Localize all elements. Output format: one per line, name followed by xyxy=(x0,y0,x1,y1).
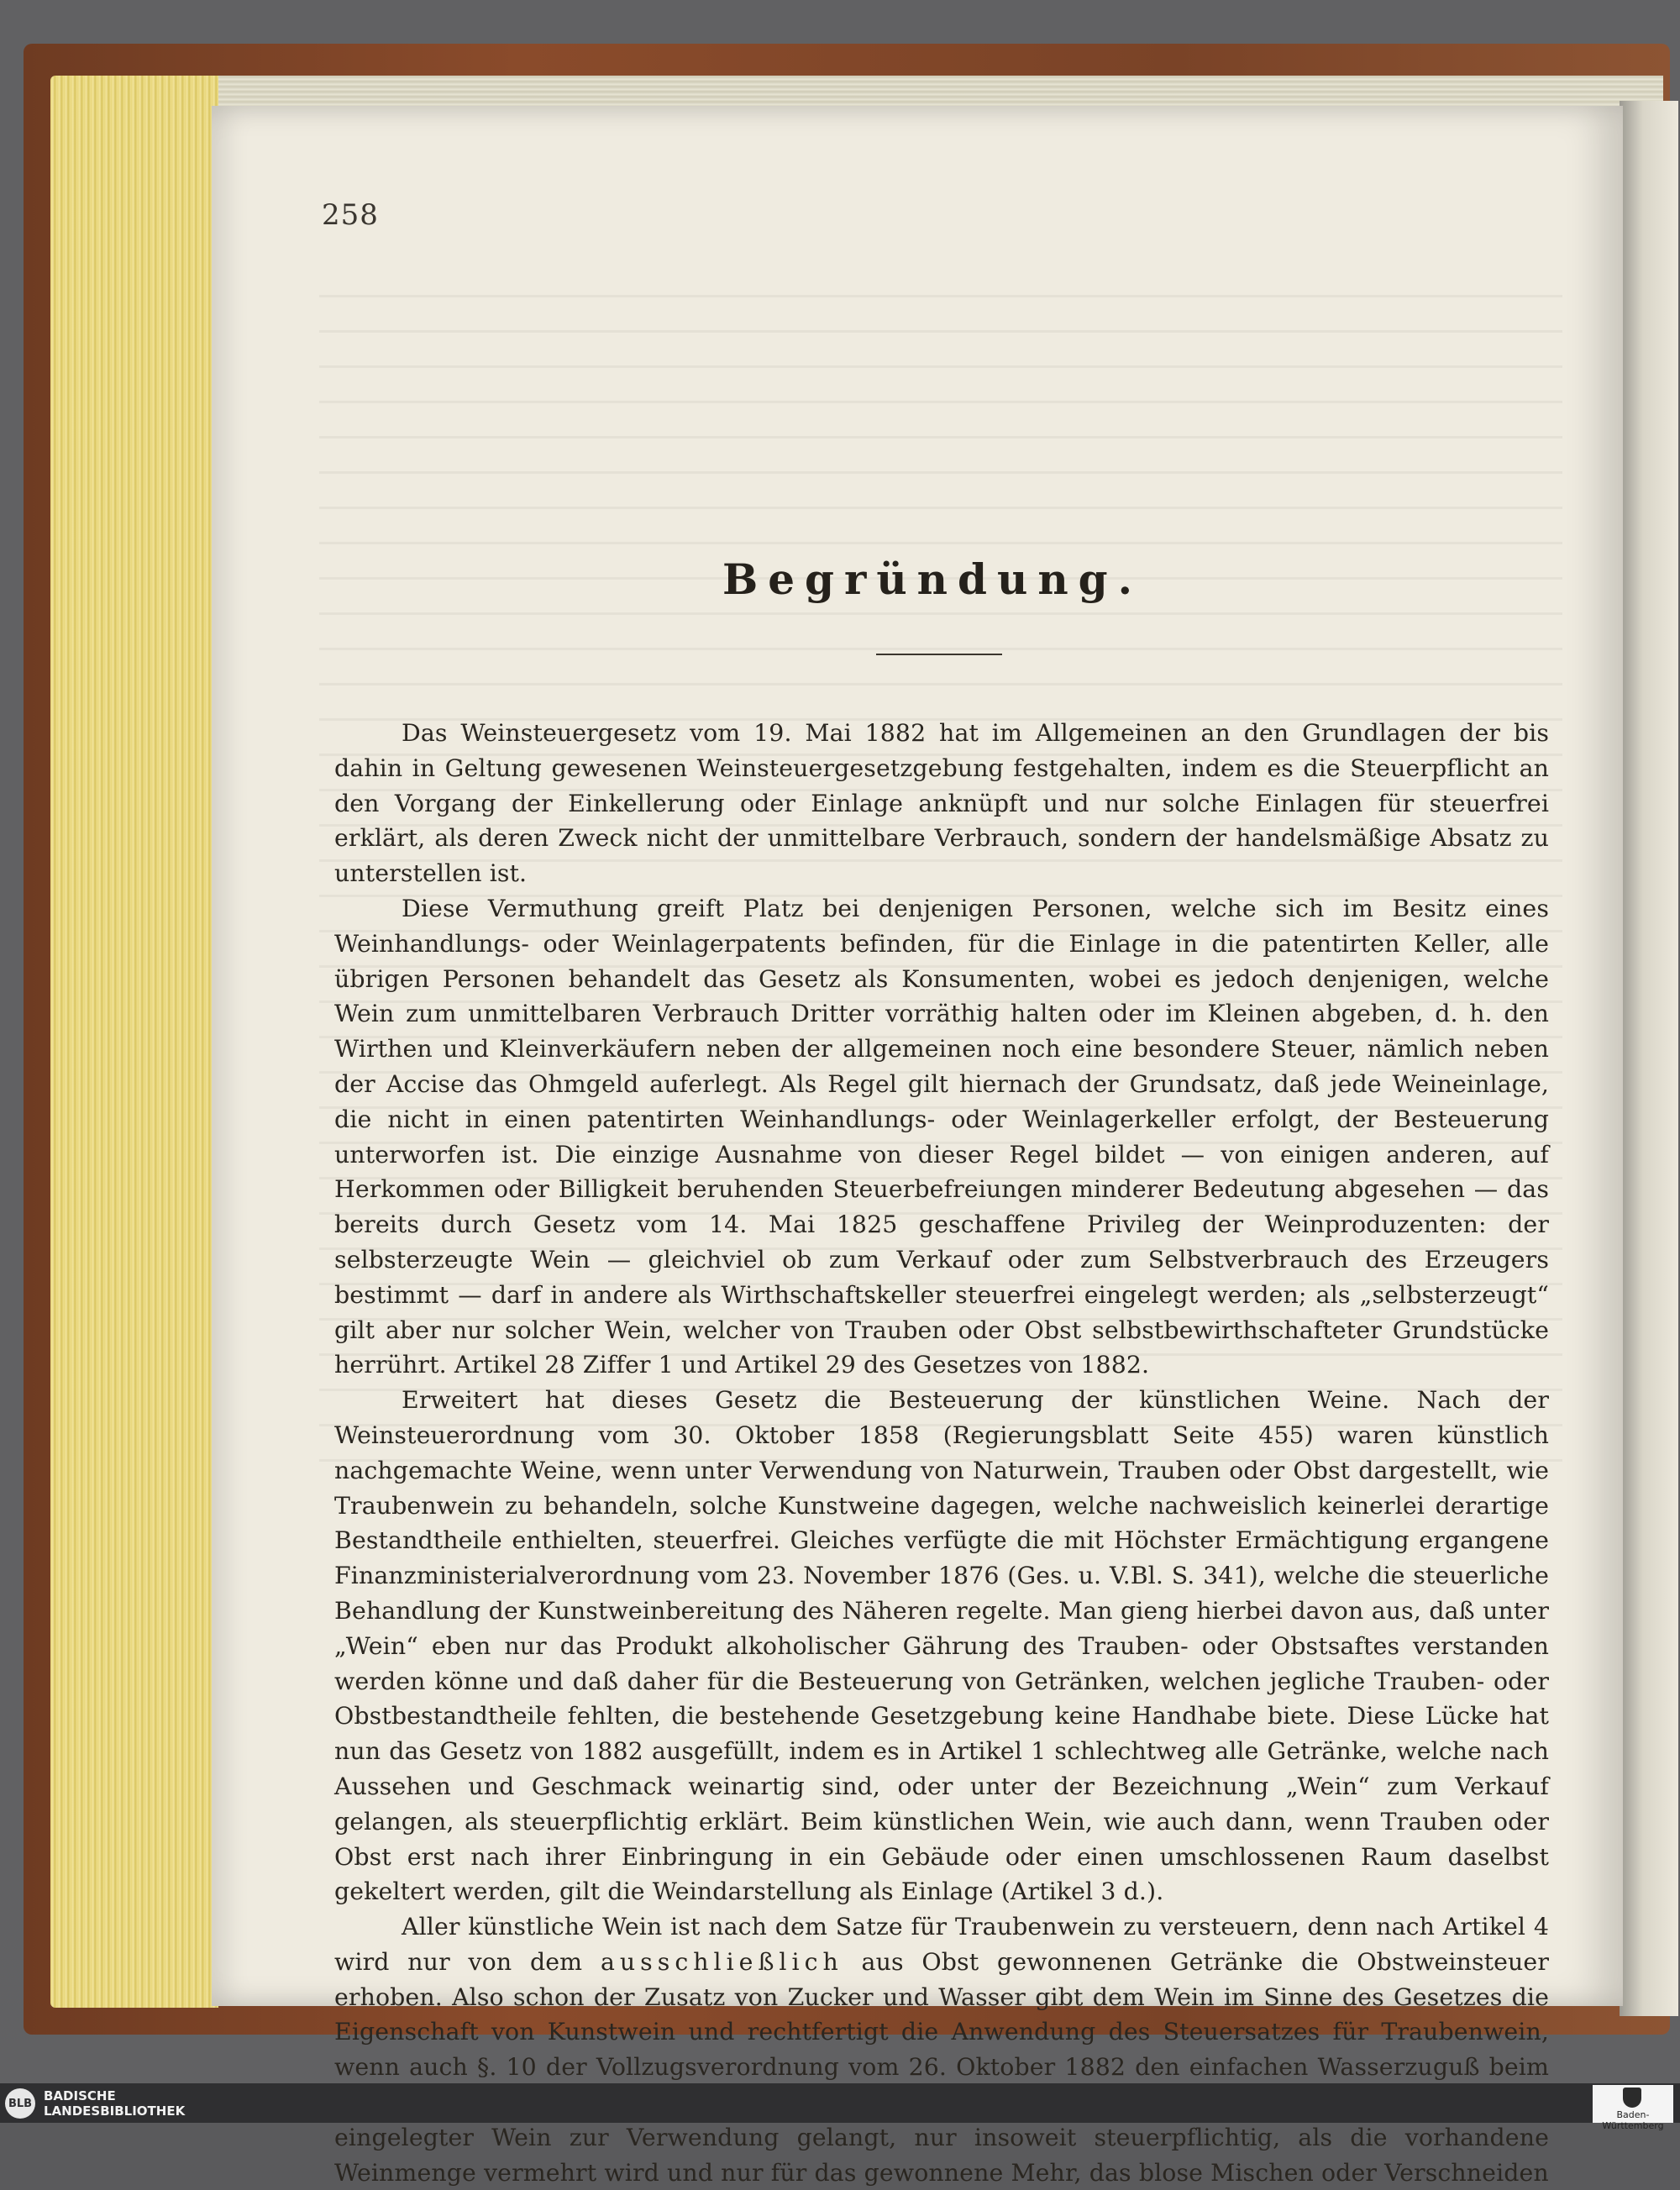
page-top-edges xyxy=(67,76,1663,109)
paragraph-4 xyxy=(334,1909,1549,2190)
library-name-line-1: BADISCHE xyxy=(44,2088,116,2103)
body-text xyxy=(334,716,1549,2190)
page-number: 258 xyxy=(322,198,379,232)
paragraph-4-part-1: Aller künstliche Wein ist nach dem Satze für Traubenwein zu versteuern, denn nach Artikel 4 wird nur von dem xyxy=(334,1913,1549,1976)
paragraph-4-part-2: aus Obst gewonnenen Getränke die Obstweinsteuer erhoben. Also schon der Zusatz von Zucker und Wasser gibt dem Wein im Sinne des Gesetzes die Eigenschaft von Kunstwein und rechtfertigt die Anwendung des Steuersatzes für Traubenwein, wenn auch §. 10 der Vollzugsverordnung vom 26. Oktober 1882 den einfachen Wasserzuguß beim eingelegter Wein zur Verwendung gelangt, nur insoweit steuerpflichtig, als die vorhandene Weinmenge vermehrt wird und nur für das gewonnene Mehr, das blose Mischen oder Verschneiden xyxy=(334,1947,1549,2187)
heading-rule xyxy=(876,654,1002,655)
paragraph-2: Diese Vermuthung greift Platz bei denjenigen Personen, welche sich im Besitz eines Weinhandlungs- oder Weinlagerpatents befinden, für die Einlage in die patentirten Keller, alle übrigen Personen behandelt das Gesetz als Konsumenten, wobei es jedoch denjenigen, welche Wein zum unmittelbaren Verbrauch Dritter vorräthig halten oder im Kleinen abgeben, d. h. den Wirthen und Kleinverkäufern neben der allgemeinen noch eine besondere Steuer, nämlich neben der Accise das Ohmgeld auferlegt. Als Regel gilt hiernach der Grundsatz, daß jede Weineinlage, die nicht in einen patentirten Weinhandlungs- oder Weinlagerkeller erfolgt, der Besteuerung unterworfen ist. Die einzige Ausnahme von dieser Regel bildet — von einigen anderen, auf Herkommen oder Billigkeit beruhenden Steuerbefreiungen minderer Bedeutung abgesehen — das bereits durch Gesetz vom 14. Mai 1825 geschaffene Privileg der Weinproduzenten: der selbsterzeugte Wein — gleichviel ob zum Verkauf oder zum Selbstverbrauch des Erzeugers bestimmt — darf in andere als Wirthschaftskeller steuerfrei eingelegt werden; als „selbsterzeugt“ gilt aber nur solcher Wein, welcher von Trauben oder Obst selbstbewirthschafteter Grundstücke herrührt. Artikel 28 Ziffer 1 und Artikel 29 des Gesetzes von 1882. xyxy=(334,894,1549,1379)
paragraph-3: Erweitert hat dieses Gesetz die Besteuerung der künstlichen Weine. Nach der Weinsteuerordnung vom 30. Oktober 1858 (Regierungsblatt Seite 455) waren künstlich nachgemachte Weine, wenn unter Verwendung von Naturwein, Trauben oder Obst dargestellt, wie Traubenwein zu behandeln, solche Kunstweine dagegen, welche nachweislich keinerlei derartige Bestandtheile enthielten, steuerfrei. Gleiches verfügte die mit Höchster Ermächtigung ergangene Finanzministerialverordnung vom 23. November 1876 (Ges. u. V.Bl. S. 341), welche die steuerliche Behandlung der Kunstweinbereitung des Näheren regelte. Man gieng hierbei davon aus, daß unter „Wein“ eben nur das Produkt alkoholischer Gährung des Trauben- oder Obstsaftes verstanden werden könne und daß daher für die Besteuerung von Getränken, welchen jegliche Trauben- oder Obstbestandtheile fehlten, die bestehende Gesetzgebung keine Handhabe biete. Diese Lücke hat nun das Gesetz von 1882 ausgefüllt, indem es in Artikel 1 schlechtweg alle Getränke, welche nach Aussehen und Geschmack weinartig sind, oder unter der Bezeichnung „Wein“ zum Verkauf gelangen, als steuerpflichtig erklärt. Beim künstlichen Wein, wie auch dann, wenn Trauben oder Obst erst nach ihrer Einbringung in ein Gebäude oder einen umschlossenen Raum daselbst gekeltert werden, gilt die Weindarstellung als Einlage (Artikel 3 d.). xyxy=(334,1386,1549,1906)
paragraph-1: Das Weinsteuergesetz vom 19. Mai 1882 hat im Allgemeinen an den Grundlagen der bis dahin in Geltung gewesenen Weinsteuergesetzgebung festgehalten, indem es die Steuerpflicht an den Vorgang der Einkellerung oder Einlage anknüpft und nur solche Einlagen für steuerfrei erklärt, als deren Zweck nicht der unmittelbare Verbrauch, sondern der handelsmäßige Absatz zu unterstellen ist. xyxy=(334,719,1549,888)
facing-page-edge xyxy=(1620,101,1678,2016)
viewer-footer xyxy=(0,2083,1680,2123)
library-name[interactable] xyxy=(44,2088,185,2119)
page-edge-stack xyxy=(50,76,218,2008)
blb-logo-icon[interactable]: BLB xyxy=(5,2088,35,2119)
baden-wuerttemberg-logo[interactable] xyxy=(1593,2085,1673,2131)
crest-icon xyxy=(1623,2088,1641,2108)
page-heading: Begründung. xyxy=(722,554,1143,604)
baden-wuerttemberg-label: Baden-Württemberg xyxy=(1602,2109,1664,2131)
paragraph-4-emphasis: ausschließlich xyxy=(600,1947,843,1976)
library-name-line-2: LANDESBIBLIOTHEK xyxy=(44,2103,186,2119)
